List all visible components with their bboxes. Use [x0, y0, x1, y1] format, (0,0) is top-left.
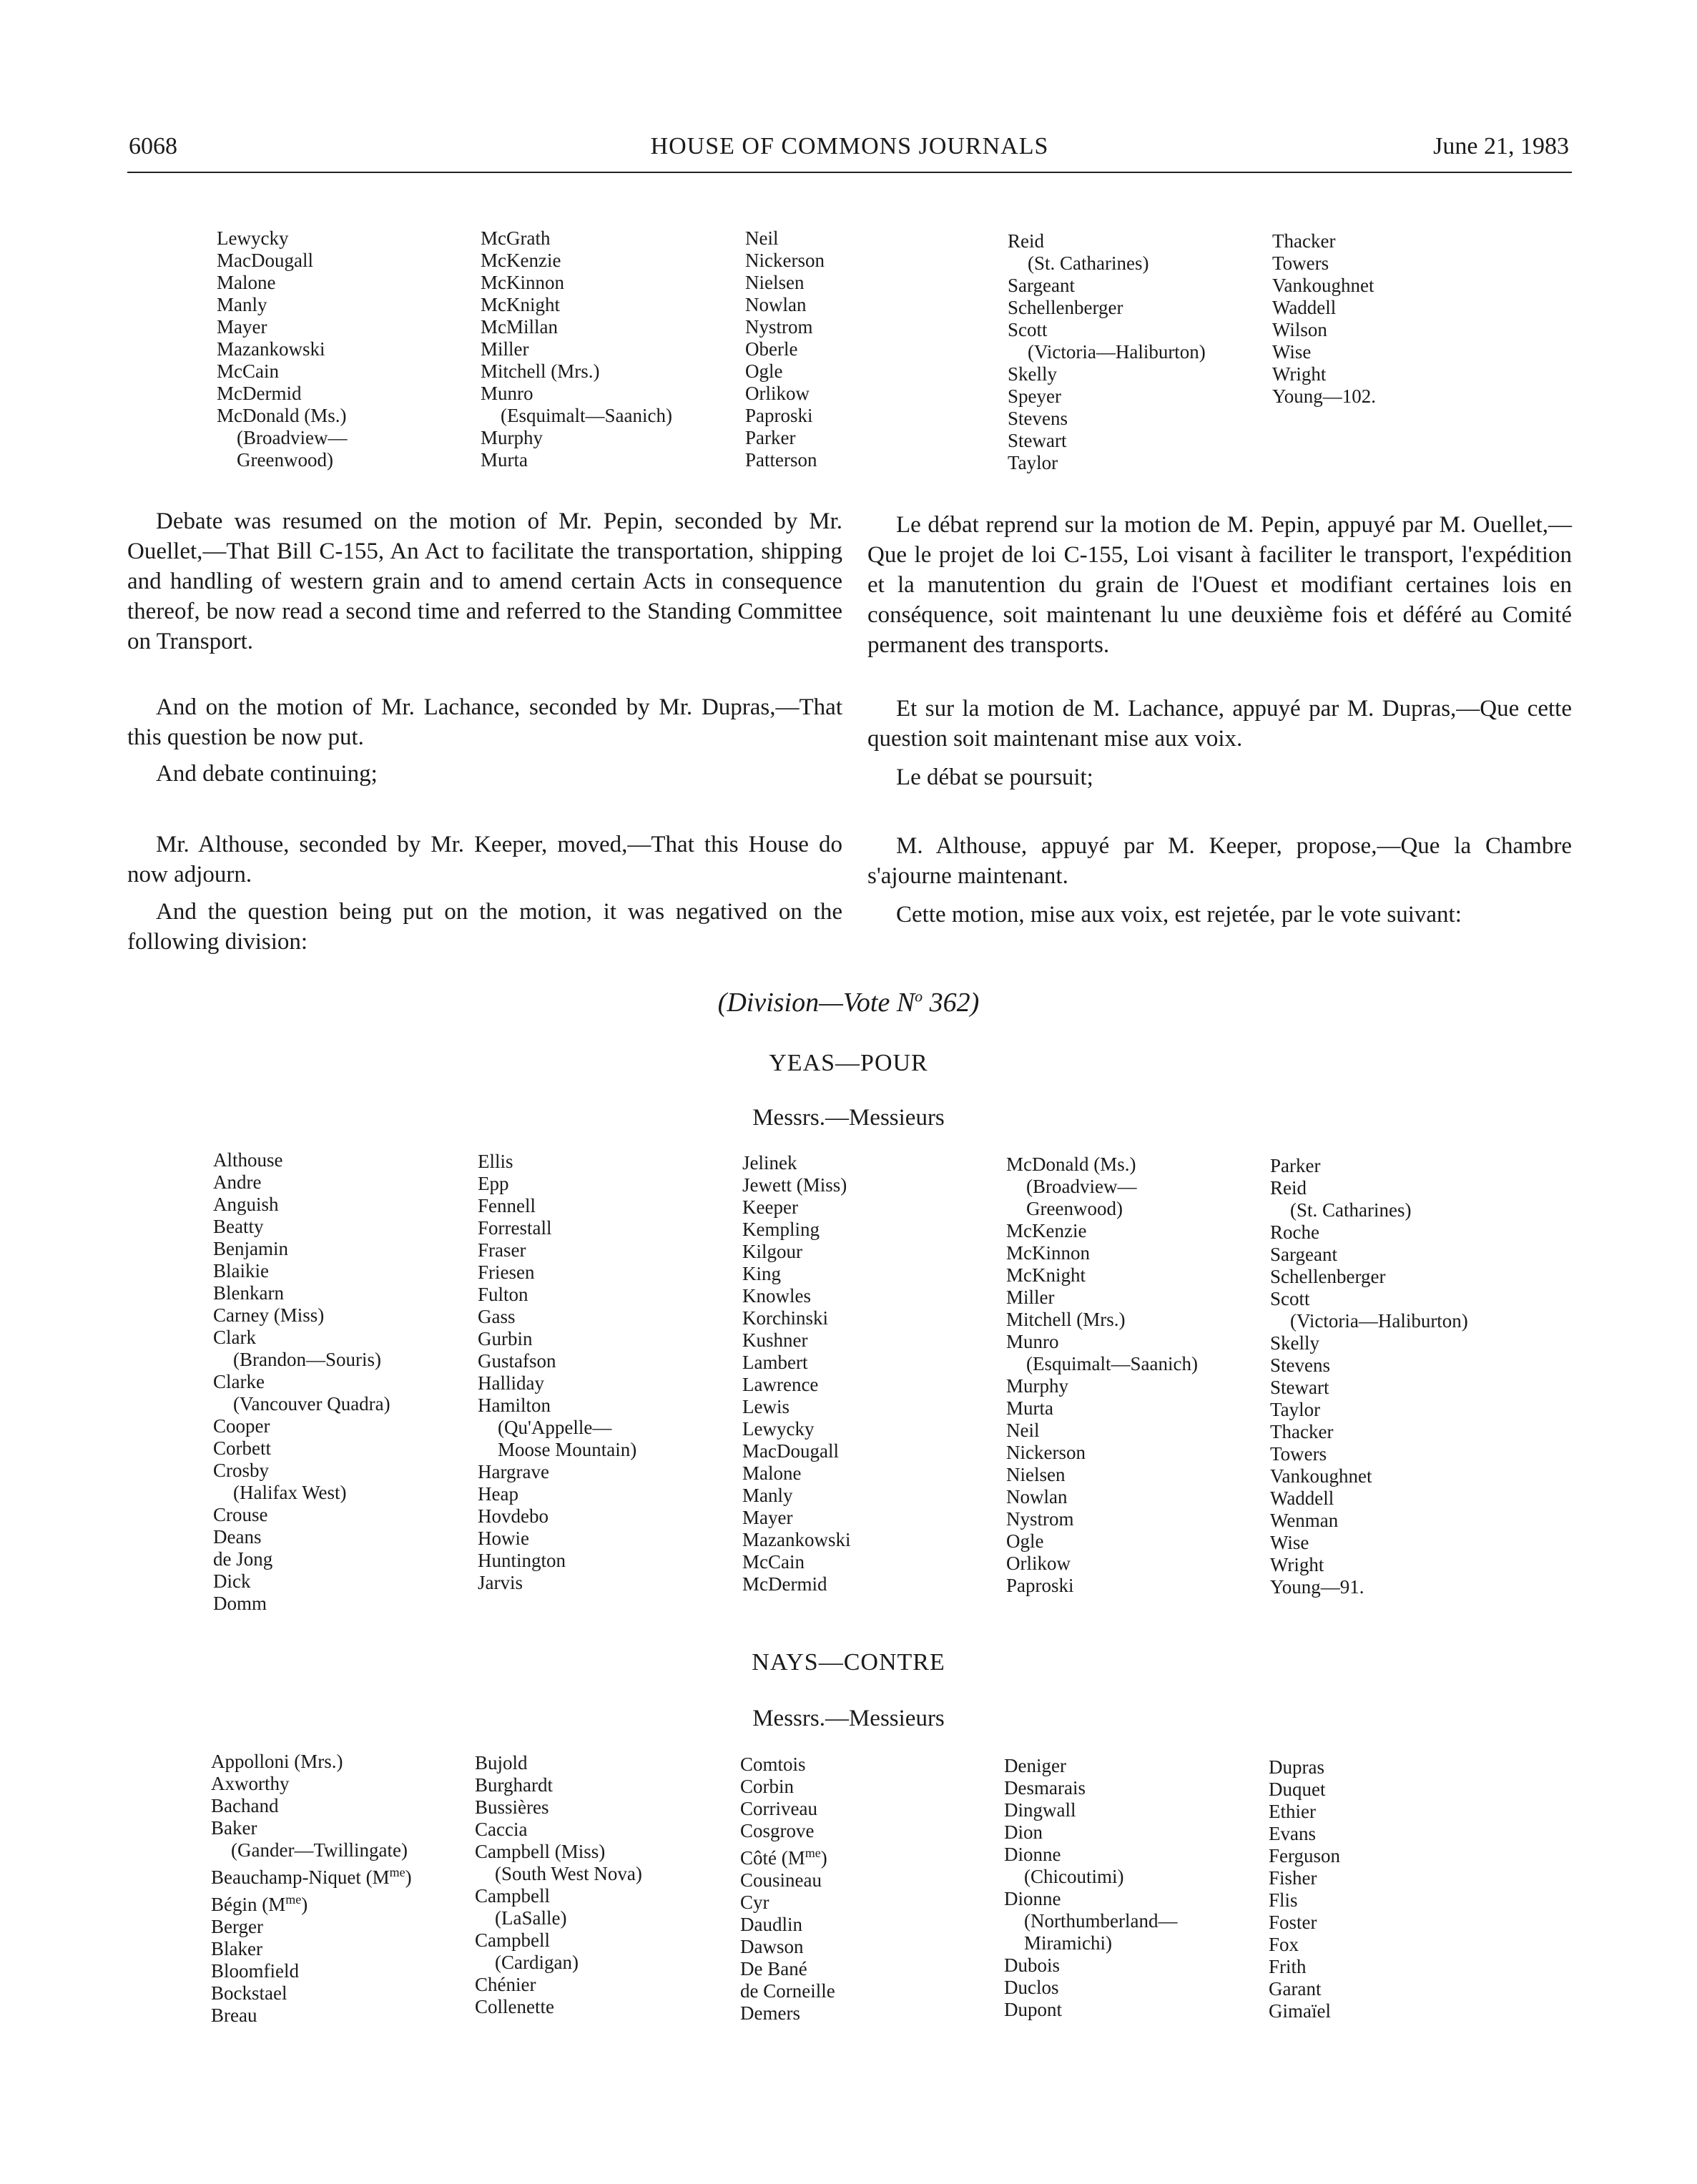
member-name: Domm [213, 1593, 267, 1614]
member-name: Stewart [1270, 1377, 1329, 1398]
yeas-column [478, 1151, 636, 1594]
member-name: Dubois [1004, 1954, 1061, 1976]
prev-division-column [745, 227, 825, 471]
member-name: Nystrom [745, 316, 813, 338]
member-name: Malone [217, 272, 276, 293]
english-paragraph-question: And on the motion of Mr. Lachance, seconded by Mr. Dupras,—That this question be now put. [127, 694, 842, 750]
member-name: Deniger [1004, 1755, 1066, 1776]
french-paragraph-division: Cette motion, mise aux voix, est rejetée, par le vote suivant: [896, 902, 1462, 928]
member-name: (Vancouver Quadra) [233, 1393, 390, 1415]
journal-title: HOUSE OF COMMONS JOURNALS [650, 133, 1049, 159]
member-name: Clark [213, 1327, 256, 1348]
member-name: (Gander—Twillingate) [231, 1839, 408, 1861]
member-name: (Esquimalt—Saanich) [501, 405, 672, 426]
member-name: Gustafson [478, 1350, 556, 1372]
nays-column [1004, 1755, 1177, 2021]
member-name: Fisher [1269, 1867, 1317, 1889]
member-name: Cousineau [740, 1869, 822, 1891]
member-name: (St. Catharines) [1028, 252, 1149, 274]
member-name: Corriveau [740, 1798, 817, 1819]
member-name: de Jong [213, 1548, 273, 1570]
member-name: Manly [742, 1485, 793, 1506]
member-name: Sargeant [1270, 1244, 1337, 1265]
member-name: Dion [1004, 1821, 1043, 1843]
member-name: Bégin $(M^{me})$ [211, 1892, 308, 1915]
member-name: Parker [745, 427, 796, 448]
member-name: Baker [211, 1817, 257, 1839]
member-name: McDonald (Ms.) [217, 405, 347, 426]
nays-column [475, 1752, 642, 2018]
member-name: Wise [1270, 1532, 1309, 1553]
member-name: Campbell [475, 1929, 550, 1951]
member-name: Stevens [1008, 408, 1068, 429]
member-name: Miramichi) [1024, 1932, 1112, 1954]
member-name: Frith [1269, 1956, 1307, 1977]
member-name: Corbin [740, 1776, 795, 1797]
member-name: Miller [481, 338, 529, 360]
member-name: Paproski [1006, 1575, 1074, 1596]
member-name: Althouse [213, 1149, 283, 1171]
member-name: Paproski [745, 405, 813, 426]
yeas-column [1270, 1155, 1468, 1598]
member-name: Gimaïel [1269, 2000, 1331, 2022]
member-name: Orlikow [1006, 1553, 1071, 1574]
member-name: Hovdebo [478, 1505, 549, 1527]
member-name: Stewart [1008, 430, 1067, 451]
member-name: Beauchamp-Niquet $(M^{me})$ [211, 1865, 412, 1888]
member-name: McCain [742, 1551, 805, 1573]
member-name: Heap [478, 1483, 518, 1505]
member-name: Vankoughnet [1270, 1465, 1372, 1487]
member-name: Mazankowski [742, 1529, 851, 1550]
member-name: Berger [211, 1916, 263, 1937]
member-name: (Qu'Appelle— [498, 1417, 612, 1438]
member-name: Beatty [213, 1216, 264, 1237]
member-name: Bussières [475, 1796, 549, 1818]
member-name: Wright [1270, 1554, 1324, 1575]
member-name: Halliday [478, 1372, 544, 1394]
member-name: Bloomfield [211, 1960, 299, 1982]
prev-division-column [217, 227, 347, 471]
member-name: Murphy [481, 427, 543, 448]
member-name: Crouse [213, 1504, 268, 1525]
member-name: (South West Nova) [495, 1863, 642, 1884]
member-name: Dick [213, 1570, 251, 1592]
member-name: Collenette [475, 1996, 554, 2017]
member-name: Thacker [1270, 1421, 1334, 1442]
member-name: Ethier [1269, 1801, 1316, 1822]
member-name: (Cardigan) [495, 1952, 579, 1973]
member-name: Nowlan [745, 294, 807, 315]
member-name: Lambert [742, 1352, 808, 1373]
member-name: (Victoria—Haliburton) [1028, 341, 1206, 363]
page-date: June 21, 1983 [1433, 133, 1569, 159]
member-name: Burghardt [475, 1774, 553, 1796]
member-name: Appolloni (Mrs.) [211, 1751, 343, 1772]
english-paragraph-adjourn: Mr. Althouse, seconded by Mr. Keeper, moved,—That this House do now adjourn. [127, 832, 842, 887]
member-name: Roche [1270, 1221, 1319, 1243]
member-name: McDonald (Ms.) [1006, 1154, 1136, 1175]
member-name: (Brandon—Souris) [233, 1349, 381, 1370]
division-title: (Division—Vote $N^o$ 362) [717, 987, 980, 1018]
member-name: Nickerson [745, 250, 825, 271]
member-name: (St. Catharines) [1290, 1199, 1412, 1221]
member-name: Miller [1006, 1287, 1055, 1308]
member-name: Blaikie [213, 1260, 269, 1282]
member-name: McKinnon [481, 272, 564, 293]
member-name: De Bané [740, 1958, 807, 1979]
member-name: Lewis [742, 1396, 790, 1417]
member-name: MacDougall [742, 1440, 839, 1462]
member-name: Cosgrove [740, 1820, 815, 1841]
member-name: Skelly [1008, 363, 1058, 385]
member-name: Hargrave [478, 1461, 549, 1482]
member-name: Chénier [475, 1974, 536, 1995]
member-name: Murta [481, 449, 528, 471]
member-name: Mayer [742, 1507, 793, 1528]
member-name: (Esquimalt—Saanich) [1026, 1353, 1198, 1374]
member-name: Young—91. [1270, 1576, 1364, 1598]
member-name: Hamilton [478, 1394, 551, 1416]
member-name: de Corneille [740, 1980, 835, 2002]
member-name: Fox [1269, 1934, 1299, 1955]
member-name: Fulton [478, 1284, 528, 1305]
member-name: Côté $(M^{me})$ [740, 1846, 827, 1869]
page-number: 6068 [129, 133, 177, 159]
member-name: Knowles [742, 1285, 811, 1307]
member-name: Keeper [742, 1196, 798, 1218]
member-name: Manly [217, 294, 267, 315]
member-name: Mitchell (Mrs.) [1006, 1309, 1126, 1330]
member-name: Murta [1006, 1397, 1053, 1419]
member-name: Flis [1269, 1889, 1298, 1911]
member-name: Dionne [1004, 1844, 1061, 1865]
member-name: Friesen [478, 1261, 535, 1283]
member-name: Dupont [1004, 1999, 1062, 2020]
nays-messrs-label: Messrs.—Messieurs [752, 1706, 945, 1731]
member-name: McCain [217, 360, 279, 382]
member-name: Garant [1269, 1978, 1322, 1999]
member-name: Patterson [745, 449, 817, 471]
member-name: Munro [1006, 1331, 1059, 1352]
member-name: Stevens [1270, 1354, 1330, 1376]
member-name: Axworthy [211, 1773, 290, 1794]
member-name: Jewett (Miss) [742, 1174, 847, 1196]
member-name: Ogle [745, 360, 783, 382]
member-name: Daudlin [740, 1914, 802, 1935]
member-name: McKenzie [1006, 1220, 1087, 1241]
member-name: McDermid [217, 383, 302, 404]
member-name: Clarke [213, 1371, 265, 1392]
member-name: Anguish [213, 1194, 279, 1215]
member-name: (Victoria—Haliburton) [1290, 1310, 1468, 1332]
member-name: Lewycky [217, 227, 289, 249]
member-name: Munro [481, 383, 533, 404]
member-name: Cooper [213, 1415, 270, 1437]
prev-division-column [1008, 230, 1206, 474]
member-name: Duclos [1004, 1977, 1059, 1998]
member-name: Gurbin [478, 1328, 533, 1349]
member-name: Breau [211, 2005, 257, 2026]
member-name: Scott [1270, 1288, 1310, 1309]
member-name: Murphy [1006, 1375, 1068, 1397]
member-name: Thacker [1272, 230, 1336, 252]
yeas-column [742, 1152, 850, 1595]
member-name: Wenman [1270, 1510, 1339, 1531]
member-name: Parker [1270, 1155, 1321, 1176]
member-name: Oberle [745, 338, 798, 360]
member-name: Towers [1270, 1443, 1327, 1465]
nays-column [211, 1751, 412, 2027]
member-name: MacDougall [217, 250, 313, 271]
member-name: Moose Mountain) [498, 1439, 637, 1460]
member-name: Lawrence [742, 1374, 819, 1395]
nays-column [740, 1753, 835, 2025]
member-name: Skelly [1270, 1332, 1320, 1354]
member-name: Fraser [478, 1239, 526, 1261]
member-name: Sargeant [1008, 275, 1075, 296]
member-name: (Broadview— [1026, 1176, 1137, 1197]
member-name: Duquet [1269, 1779, 1326, 1800]
member-name: Dingwall [1004, 1799, 1076, 1821]
member-name: Greenwood) [237, 449, 333, 471]
french-paragraph-adjourn: M. Althouse, appuyé par M. Keeper, propose,—Que la Chambre s'ajourne maintenant. [867, 833, 1572, 889]
member-name: Kempling [742, 1219, 820, 1240]
member-name: (Northumberland— [1024, 1910, 1178, 1932]
member-name: Wilson [1272, 319, 1327, 340]
member-name: Neil [745, 227, 779, 249]
member-name: McDermid [742, 1573, 827, 1595]
member-name: Reid [1008, 230, 1044, 252]
member-name: Howie [478, 1528, 529, 1549]
member-name: Malone [742, 1462, 802, 1484]
member-name: Bockstael [211, 1982, 287, 2004]
page-header [127, 129, 1572, 173]
member-name: Mitchell (Mrs.) [481, 360, 600, 382]
member-name: Nowlan [1006, 1486, 1068, 1507]
french-paragraph-question: Et sur la motion de M. Lachance, appuyé par M. Dupras,—Que cette question soit maintenant mise aux voix. [867, 696, 1572, 752]
member-name: Waddell [1270, 1487, 1334, 1509]
member-name: Fennell [478, 1195, 536, 1216]
member-name: (Chicoutimi) [1024, 1866, 1124, 1887]
nays-column [1269, 1756, 1340, 2022]
member-name: Young—102. [1272, 385, 1377, 407]
member-name: Foster [1269, 1912, 1317, 1933]
french-paragraph-debate: Le débat reprend sur la motion de M. Pepin, appuyé par M. Ouellet,—Que le projet de loi C-155, Loi visant à faciliter le transport, l'expédition et la manutention du grain de l'Ouest et modifiant certaines lois en conséquence, soit maintenant lu une deuxième fois et déféré au Comité permanent des transports. [867, 512, 1572, 658]
member-name: Wright [1272, 363, 1327, 385]
member-name: McKnight [481, 294, 560, 315]
member-name: Dupras [1269, 1756, 1324, 1778]
member-name: Nielsen [1006, 1464, 1066, 1485]
member-name: Gass [478, 1306, 516, 1327]
member-name: Blenkarn [213, 1282, 284, 1304]
member-name: Crosby [213, 1460, 270, 1481]
member-name: McKenzie [481, 250, 561, 271]
member-name: Ellis [478, 1151, 513, 1172]
yeas-heading: YEAS—POUR [769, 1050, 928, 1076]
member-name: McKnight [1006, 1264, 1086, 1286]
member-name: Campbell (Miss) [475, 1841, 606, 1862]
member-name: Bachand [211, 1795, 279, 1816]
member-name: Jelinek [742, 1152, 797, 1174]
nays-heading: NAYS—CONTRE [752, 1649, 945, 1676]
member-name: Andre [213, 1171, 262, 1193]
yeas-messrs-label: Messrs.—Messieurs [752, 1105, 945, 1131]
member-name: Greenwood) [1026, 1198, 1123, 1219]
english-paragraph-continuing: And debate continuing; [156, 761, 378, 787]
member-name: Korchinski [742, 1307, 828, 1329]
member-name: McMillan [481, 316, 558, 338]
member-name: Schellenberger [1008, 297, 1123, 318]
member-name: Schellenberger [1270, 1266, 1386, 1287]
member-name: Corbett [213, 1437, 271, 1459]
member-name: Mazankowski [217, 338, 325, 360]
member-name: Kushner [742, 1329, 808, 1351]
member-name: Taylor [1270, 1399, 1321, 1420]
member-name: Cyr [740, 1892, 769, 1913]
member-name: Caccia [475, 1819, 528, 1840]
member-name: Desmarais [1004, 1777, 1086, 1799]
member-name: King [742, 1263, 781, 1284]
member-name: Carney (Miss) [213, 1304, 325, 1326]
member-name: Ogle [1006, 1530, 1044, 1552]
member-name: Neil [1006, 1420, 1040, 1441]
prev-division-column [1272, 230, 1376, 408]
member-name: (Broadview— [237, 427, 348, 448]
english-paragraph-division: And the question being put on the motion, it was negatived on the following division: [127, 899, 842, 955]
member-name: Nystrom [1006, 1508, 1074, 1530]
yeas-column [213, 1149, 390, 1615]
member-name: Comtois [740, 1753, 806, 1775]
member-name: Mayer [217, 316, 267, 338]
member-name: Wise [1272, 341, 1312, 363]
member-name: Ferguson [1269, 1845, 1341, 1866]
member-name: Jarvis [478, 1572, 523, 1593]
member-name: Demers [740, 2002, 800, 2024]
member-name: Dionne [1004, 1888, 1061, 1909]
yeas-column [1006, 1154, 1198, 1597]
member-name: Bujold [475, 1752, 528, 1774]
member-name: Blaker [211, 1938, 262, 1959]
member-name: Scott [1008, 319, 1048, 340]
member-name: Speyer [1008, 385, 1061, 407]
member-name: Forrestall [478, 1217, 552, 1239]
member-name: McGrath [481, 227, 551, 249]
member-name: Dawson [740, 1936, 804, 1957]
member-name: Lewycky [742, 1418, 815, 1440]
member-name: (LaSalle) [495, 1907, 567, 1929]
member-name: Huntington [478, 1550, 566, 1571]
english-paragraph-debate: Debate was resumed on the motion of Mr. Pepin, seconded by Mr. Ouellet,—That Bill C-155, An Act to facilitate the transportation, shipping and handling of western grain and to amend certain Acts in consequence thereof, be now read a second time and referred to the Standing Committee on Transport. [127, 508, 842, 654]
member-name: Campbell [475, 1885, 550, 1907]
member-name: Orlikow [745, 383, 810, 404]
member-name: Deans [213, 1526, 262, 1548]
member-name: McKinnon [1006, 1242, 1090, 1264]
member-name: Taylor [1008, 452, 1058, 473]
member-name: Benjamin [213, 1238, 288, 1259]
member-name: Reid [1270, 1177, 1307, 1199]
member-name: Nickerson [1006, 1442, 1086, 1463]
member-name: Vankoughnet [1272, 275, 1374, 296]
member-name: Towers [1272, 252, 1329, 274]
member-name: Kilgour [742, 1241, 802, 1262]
member-name: Epp [478, 1173, 509, 1194]
member-name: Waddell [1272, 297, 1337, 318]
member-name: Nielsen [745, 272, 805, 293]
prev-division-column [481, 227, 672, 471]
french-paragraph-continuing: Le débat se poursuit; [896, 764, 1093, 790]
member-name: (Halifax West) [233, 1482, 347, 1503]
member-name: Evans [1269, 1823, 1316, 1844]
